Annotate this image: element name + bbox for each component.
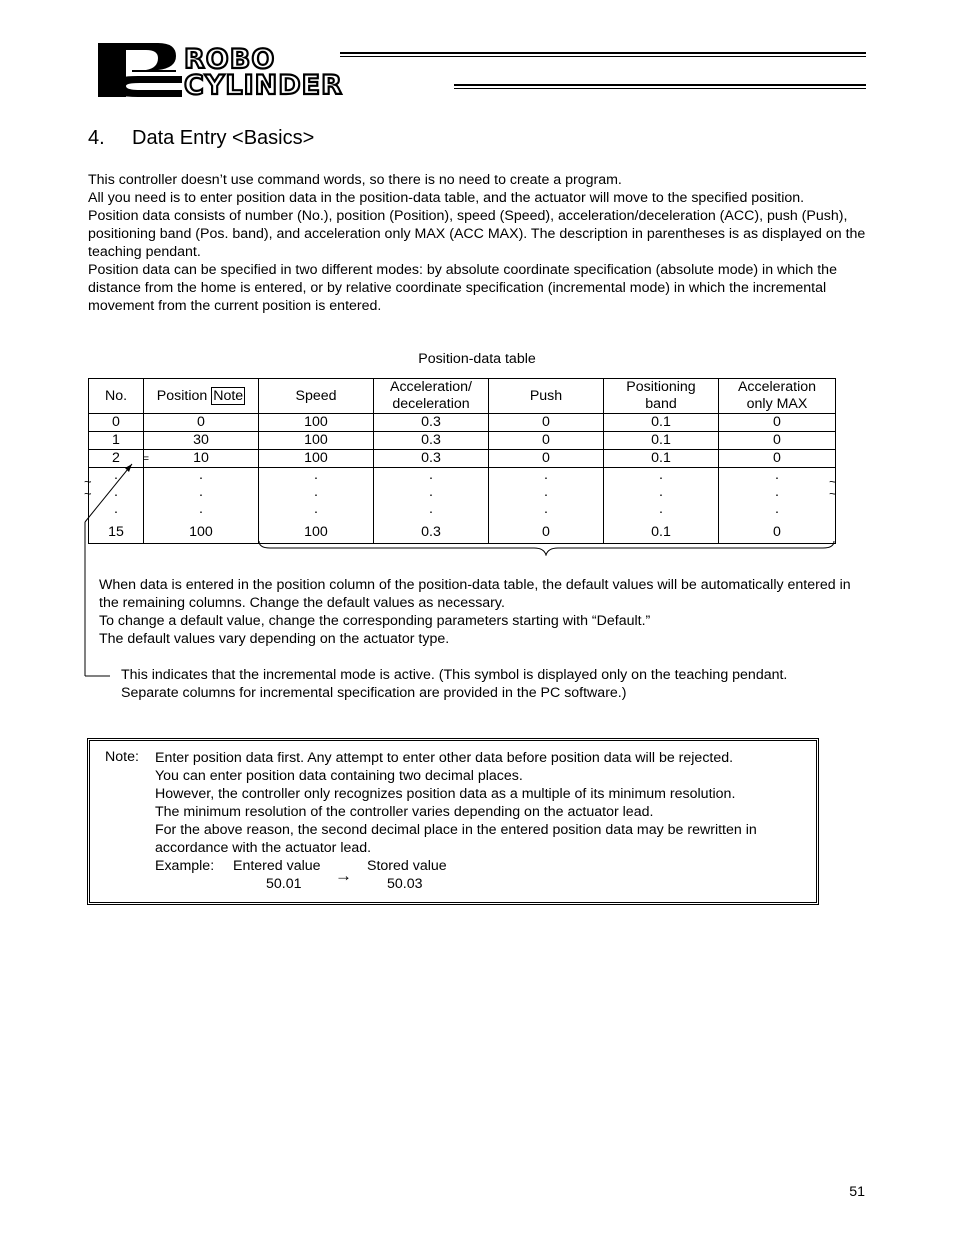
- ellipsis-cell: · · ·: [719, 468, 836, 522]
- header-accmax-line1: Acceleration: [737, 379, 817, 395]
- cell-accmax: 0: [719, 432, 836, 450]
- ellipsis-cell: · · ·: [144, 468, 259, 522]
- incremental-line: Separate columns for incremental specification are provided in the PC software.): [121, 685, 627, 701]
- cell-push: 0: [489, 414, 604, 432]
- header-push: Push: [489, 379, 604, 414]
- section-title: [88, 127, 314, 150]
- cell-speed: 100: [259, 450, 374, 468]
- note-line: For the above reason, the second decimal place in the entered position data may be rewritten in accordance with the actuator lead.: [155, 822, 757, 856]
- cell-no-value: 2: [112, 450, 120, 466]
- cell-accmax: 0: [719, 414, 836, 432]
- cell-band: 0.1: [604, 521, 719, 544]
- note-label: Note:: [105, 749, 139, 765]
- table-row: [89, 432, 836, 450]
- incremental-symbol: =: [142, 453, 149, 465]
- header-rule-top: [340, 52, 866, 57]
- cell-no: 1: [89, 432, 144, 450]
- header-position-label: Position: [156, 387, 208, 404]
- example-label: Example:: [155, 858, 215, 874]
- ellipsis-cell: · · ·: [604, 468, 719, 522]
- table-header-row: [89, 379, 836, 414]
- table-caption: Position-data table: [418, 351, 536, 367]
- note-line: The minimum resolution of the controller varies depending on the actuator lead.: [155, 804, 654, 820]
- cell-push: 0: [489, 521, 604, 544]
- incremental-mode-explanation: [121, 666, 871, 702]
- note-line: You can enter position data containing two decimal places.: [155, 768, 523, 784]
- break-mark-right: ~ ~: [829, 474, 837, 501]
- cell-acc: 0.3: [374, 432, 489, 450]
- entered-value: 50.01: [266, 876, 302, 892]
- table-row: [89, 450, 836, 468]
- cell-acc: 0.3: [374, 521, 489, 544]
- header-position: [144, 379, 259, 414]
- arrow-right-icon: →: [335, 866, 352, 885]
- header-positioning-band: [604, 379, 719, 414]
- entered-value-label: Entered value: [233, 858, 321, 874]
- header-band-line2: band: [645, 396, 677, 412]
- ellipsis-cell: · · ·: [259, 468, 374, 522]
- note-line: Enter position data first. Any attempt to enter other data before position data will be rejected.: [155, 750, 734, 766]
- stored-value: 50.03: [387, 876, 423, 892]
- header-acceleration: [374, 379, 489, 414]
- cell-position: 100: [144, 521, 259, 544]
- header-acc-max: [719, 379, 836, 414]
- break-mark-left: ~ ~: [84, 474, 92, 501]
- incremental-line: This indicates that the incremental mode is active. (This symbol is displayed only on the teaching pendant.: [121, 667, 788, 683]
- cell-band: 0.1: [604, 450, 719, 468]
- explanation-paragraph: To change a default value, change the corresponding parameters starting with “Default.”: [99, 613, 651, 629]
- cell-no: 0: [89, 414, 144, 432]
- leader-line-icon: [80, 462, 140, 682]
- cell-push: 0: [489, 450, 604, 468]
- header-band-line1: Positioning: [626, 379, 696, 395]
- intro-text: [88, 171, 868, 315]
- intro-paragraph: This controller doesn’t use command words, so there is no need to create a program.: [88, 172, 622, 188]
- cell-accmax: 0: [719, 521, 836, 544]
- header-acc-line2: deceleration: [392, 396, 470, 412]
- cell-speed: 100: [259, 432, 374, 450]
- logo-word-robo: ROBO: [184, 44, 276, 75]
- position-data-table: [88, 378, 836, 544]
- page-number: 51: [849, 1184, 865, 1200]
- header-accmax-line2: only MAX: [746, 396, 808, 412]
- cell-acc: 0.3: [374, 450, 489, 468]
- explanation-paragraph: The default values vary depending on the actuator type.: [99, 631, 450, 647]
- cell-position: 0: [144, 414, 259, 432]
- section-title-text: Data Entry <Basics>: [132, 127, 315, 149]
- intro-paragraph: Position data consists of number (No.), position (Position), speed (Speed), acceleration/deceleration (ACC), push (Push), positioning band (Pos. band), and acceleration only MAX (ACC MAX). The description in parentheses is as displayed on the teaching pendant.: [88, 208, 866, 260]
- cell-band: 0.1: [604, 414, 719, 432]
- cell-speed: 100: [259, 521, 374, 544]
- ellipsis-cell: · · ·: [374, 468, 489, 522]
- brace-icon: [258, 540, 835, 556]
- cell-no: 15: [89, 521, 144, 544]
- header-no: No.: [89, 379, 144, 414]
- cell-acc: 0.3: [374, 414, 489, 432]
- note-example: [155, 857, 815, 893]
- header-speed: Speed: [259, 379, 374, 414]
- note-box: [87, 738, 819, 905]
- stored-value-label: Stored value: [367, 858, 447, 874]
- cell-push: 0: [489, 432, 604, 450]
- header-acc-line1: Acceleration/: [389, 379, 472, 395]
- ellipsis-cell: · · ·: [89, 468, 144, 522]
- intro-paragraph: Position data can be specified in two different modes: by absolute coordinate specification (absolute mode) in which the distance from the home is entered, or by relative coordinate specification (incremental mode) in which the incremental movement from the current position is entered.: [88, 262, 837, 314]
- intro-paragraph: All you need is to enter position data in the position-data table, and the actuator will move to the specified position.: [88, 190, 805, 206]
- explanation-paragraph: When data is entered in the position column of the position-data table, the default values will be automatically entered in the remaining columns. Change the default values as necessary.: [99, 577, 851, 611]
- logo-word-cylinder: CYLINDER: [184, 70, 343, 101]
- default-values-explanation: [99, 576, 869, 648]
- section-number: 4.: [88, 127, 105, 149]
- rc-logo-mark-icon: [96, 40, 186, 100]
- position-note-box: Note: [213, 387, 244, 404]
- cell-position: 30: [144, 432, 259, 450]
- table-ellipsis-row: [89, 468, 836, 522]
- cell-accmax: 0: [719, 450, 836, 468]
- cell-position: 10: [144, 450, 259, 468]
- note-line: However, the controller only recognizes position data as a multiple of its minimum resolution.: [155, 786, 736, 802]
- cell-speed: 100: [259, 414, 374, 432]
- table-row: [89, 414, 836, 432]
- robo-cylinder-logo: [96, 40, 866, 100]
- header-rule-bottom: [454, 84, 866, 89]
- note-body: [155, 749, 815, 893]
- cell-band: 0.1: [604, 432, 719, 450]
- ellipsis-cell: · · ·: [489, 468, 604, 522]
